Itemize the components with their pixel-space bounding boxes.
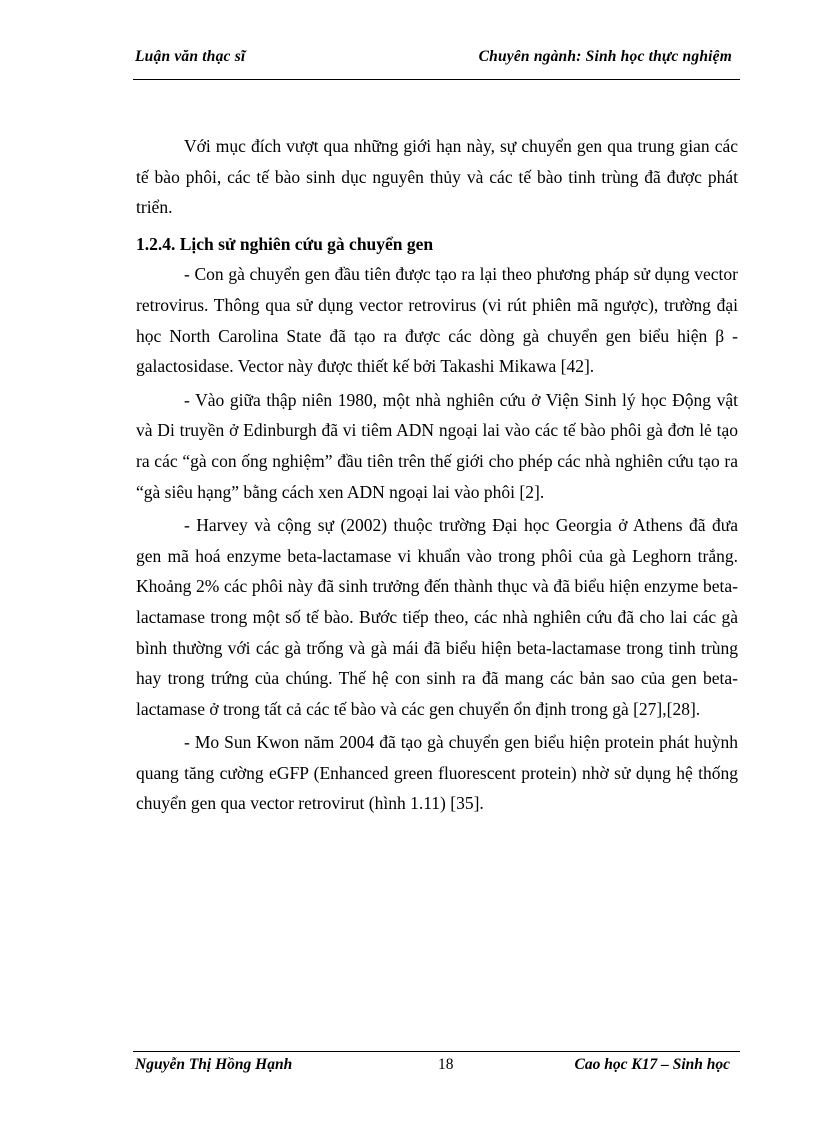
- header-right-title: Chuyên ngành: Sinh học thực nghiệm: [478, 48, 732, 65]
- header-rule: [133, 79, 740, 80]
- paragraph-edinburgh: - Vào giữa thập niên 1980, một nhà nghiên cứu ở Viện Sinh lý học Động vật và Di truyền ở Edinburgh đã vi tiêm ADN ngoại lai vào các tế bào phôi gà đơn lẻ tạo ra các “gà con ống nghiệm” đầu tiên trên thế giới cho phép các nhà nghiên cứu tạo ra “gà siêu hạng” bằng cách xen ADN ngoại lai vào phôi [2].: [136, 389, 738, 502]
- footer-course: Cao học K17 – Sinh học: [574, 1056, 730, 1073]
- main-content: [136, 131, 738, 819]
- header-left-title: Luận văn thạc sĩ: [135, 48, 246, 65]
- paragraph-retrovirus: - Con gà chuyển gen đầu tiên được tạo ra lại theo phương pháp sử dụng vector retrovirus. Thông qua sử dụng vector retrovirus (vi rút phiên mã ngược), trường đại học North Carolina State đã tạo ra được các dòng gà chuyển gen biểu hiện β - galactosidase. Vector này được thiết kế bởi Takashi Mikawa [42].: [136, 264, 738, 377]
- paragraph-kwon: - Mo Sun Kwon năm 2004 đã tạo gà chuyển gen biểu hiện protein phát huỳnh quang tăng cường eGFP (Enhanced green fluorescent protein) nhờ sử dụng hệ thống chuyển gen qua vector retrovirut (hình 1.11) [35].: [136, 732, 738, 814]
- intro-paragraph: Với mục đích vượt qua những giới hạn này, sự chuyển gen qua trung gian các tế bào phôi, các tế bào sinh dục nguyên thủy và các tế bào tinh trùng đã được phát triển.: [136, 136, 738, 218]
- footer-author: Nguyễn Thị Hồng Hạnh: [135, 1056, 293, 1073]
- page-number: 18: [438, 1056, 454, 1073]
- section-heading: 1.2.4. Lịch sử nghiên cứu gà chuyển gen: [136, 233, 434, 254]
- paragraph-harvey: - Harvey và cộng sự (2002) thuộc trường Đại học Georgia ở Athens đã đưa gen mã hoá enzyme beta-lactamase vi khuẩn vào trong phôi của gà Leghorn trắng. Khoảng 2% các phôi này đã sinh trưởng đến thành thục và đã biểu hiện enzyme beta-lactamase trong một số tế bào. Bước tiếp theo, các nhà nghiên cứu đã cho lai các gà bình thường với các gà trống và gà mái đã biểu hiện beta-lactamase trong tinh trùng hay trong trứng của chúng. Thế hệ con sinh ra đã mang các bản sao của gen beta-lactamase ở trong tất cả các tế bào và các gen chuyển ổn định trong gà [27],[28].: [136, 515, 738, 719]
- footer-rule: [133, 1051, 740, 1052]
